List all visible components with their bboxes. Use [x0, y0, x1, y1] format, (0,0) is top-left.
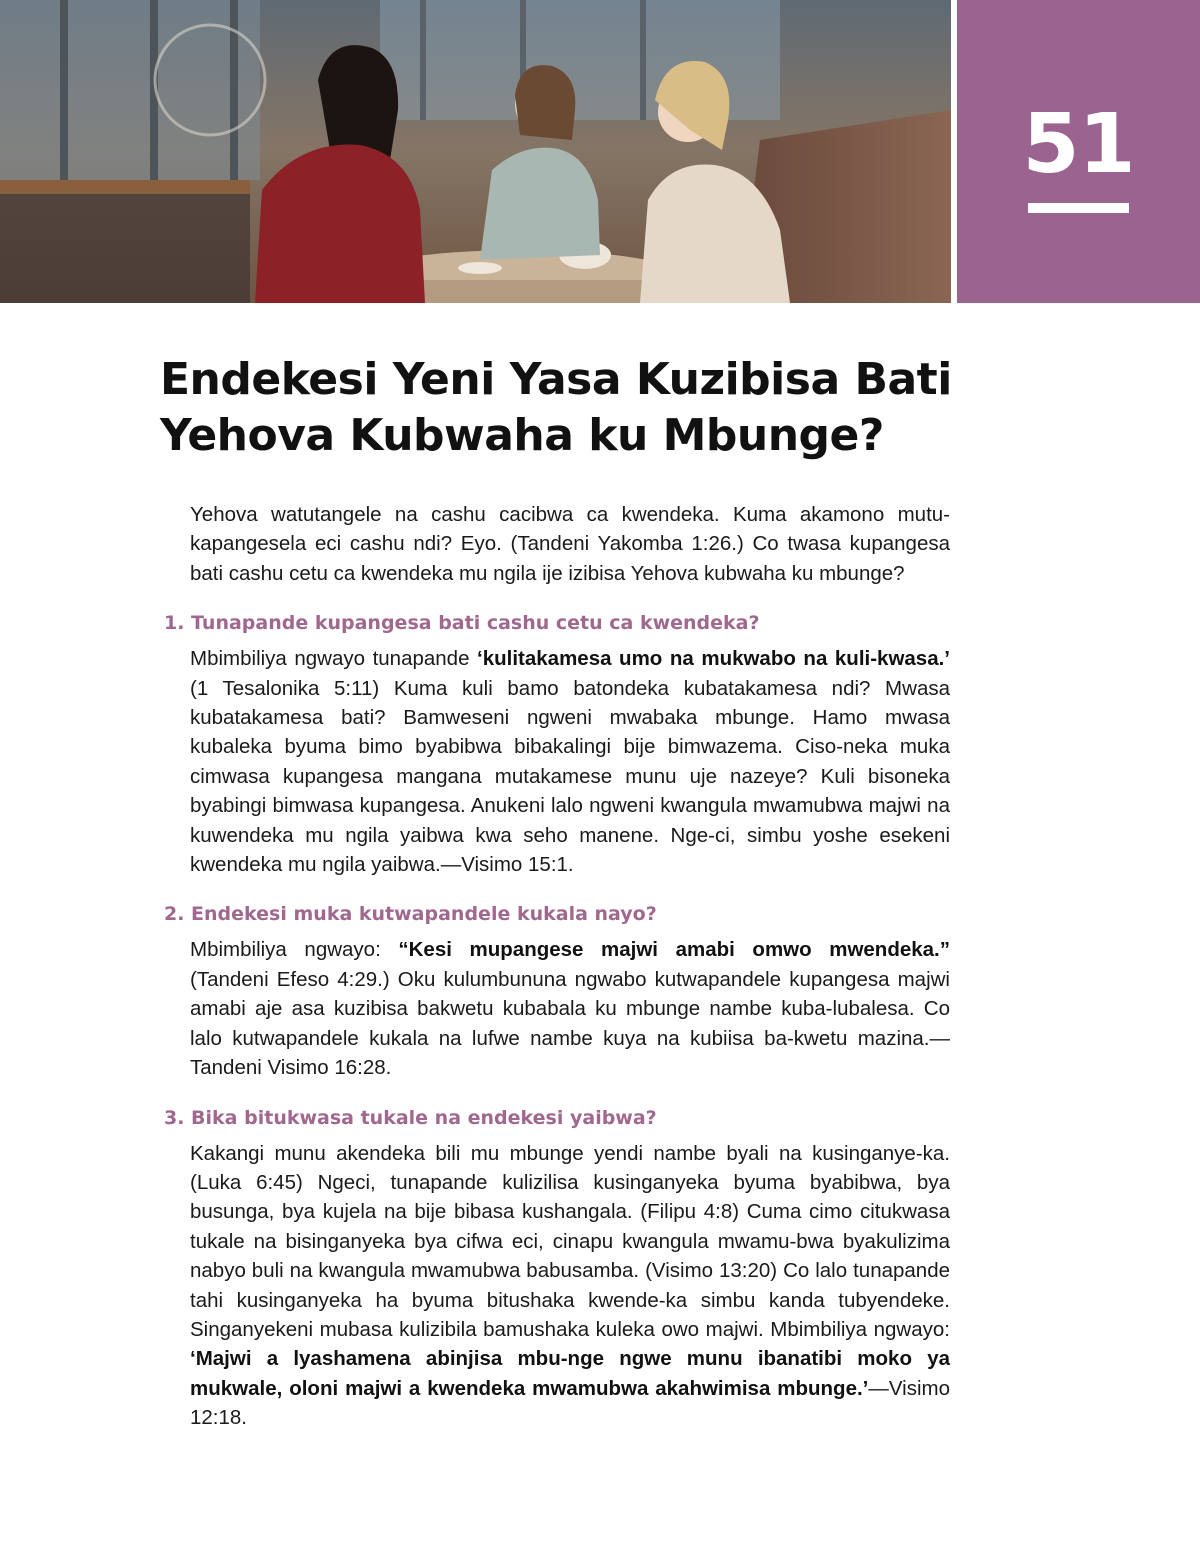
question-heading-1: 1. Tunapande kupangesa bati cashu cetu ca kwendeka? [164, 612, 760, 635]
section-1 [160, 608, 950, 879]
question-heading-2: 2. Endekesi muka kutwapandele kukala nayo? [164, 903, 657, 926]
page-title-line-1: Endekesi Yeni Yasa Kuzibisa Bati [160, 354, 952, 405]
page-title-line-2: Yehova Kubwaha ku Mbunge? [160, 410, 884, 461]
section-3-paragraph [190, 1139, 950, 1433]
scripture-quote: “Kesi mupangese majwi amabi omwo mwendeka.” [398, 938, 951, 962]
header-photo [0, 0, 951, 303]
section-3 [160, 1103, 950, 1433]
section-2 [160, 899, 950, 1082]
section-1-paragraph [190, 644, 950, 879]
question-heading-3: 3. Bika bitukwasa tukale na endekesi yaibwa? [164, 1106, 657, 1129]
text-run: —Visimo 12:18. [190, 1376, 950, 1430]
lesson-badge [957, 0, 1200, 303]
text-run: (1 Tesalonika 5:11) Kuma kuli bamo batondeka kubatakamesa ndi? Mwasa kubatakamesa bati? Bamweseni ngweni mwabaka mbunge. Hamo mwasa kubaleka byuma bimo byabibwa bibakalingi bije bimwazema. Ciso-neka muka cimwasa kupangesa mangana mutakamese munu uje nazeye? Kuli bisoneka byabingi bimwasa kupangesa. Anukeni lalo ngweni kwangula mwamubwa majwi na kuwendeka mu ngila yaibwa kwa seho manene. Nge-ci, simbu yoshe esekeni kwendeka mu ngila yaibwa.—Visimo 15:1. [190, 676, 950, 877]
text-run: Mbimbiliya ngwayo: [190, 938, 399, 962]
cafe-scene-illustration [0, 0, 951, 303]
text-run: Kakangi munu akendeka bili mu mbunge yendi nambe byali na kusinganye-ka. (Luka 6:45) Ngeci, tunapande kulizilisa kusinganyeka byuma byabibwa, bya busunga, bya kujela na bije bibasa kushangala. (Filipu 4:8) Cuma cimo citukwasa tukale na bisinganyeka bya cifwa eci, cinapu kwangula mwamu-bwa byakulizima nabyo buli na kwangula mwamubwa babusamba. (Visimo 13:20) Co lalo tunapande tahi kusinganyeka ha byuma bitushaka kwende-ka simbu kanda tubyendeke. Singanyekeni mubasa kulizibila bamushaka kuleka owo majwi. Mbimbiliya ngwayo: [190, 1141, 950, 1341]
lesson-number: 51 [1022, 97, 1135, 192]
text-run: Mbimbiliya ngwayo tunapande [190, 647, 478, 671]
page-title [160, 352, 960, 464]
text-run: (Tandeni Efeso 4:29.) Oku kulumbununa ngwabo kutwapandele kupangesa majwi amabi aje asa kuzibisa bakwetu kubabala ku mbunge nambe kuba-lubalesa. Co lalo kutwapandele kukala na lufwe nambe kuya na kubiisa ba-kwetu mazina.—Tandeni Visimo 16:28. [190, 967, 950, 1080]
lesson-content [160, 500, 950, 1433]
scripture-quote: ‘Majwi a lyashamena abinjisa mbu-nge ngwe munu ibanatibi moko ya mukwale, oloni majwi a kwendeka mwamubwa akahwimisa mbunge.’ [190, 1347, 950, 1400]
section-2-paragraph [190, 935, 950, 1082]
scripture-quote: ‘kulitakamesa umo na mukwabo na kuli-kwasa.’ [477, 647, 950, 671]
lesson-number-underline [1028, 203, 1129, 213]
intro-paragraph: Yehova watutangele na cashu cacibwa ca kwendeka. Kuma akamono mutu-kapangesela eci cashu ndi? Eyo. (Tandeni Yakomba 1:26.) Co twasa kupangesa bati cashu cetu ca kwendeka mu ngila ije izibisa Yehova kubwaha ku mbunge? [190, 503, 950, 585]
